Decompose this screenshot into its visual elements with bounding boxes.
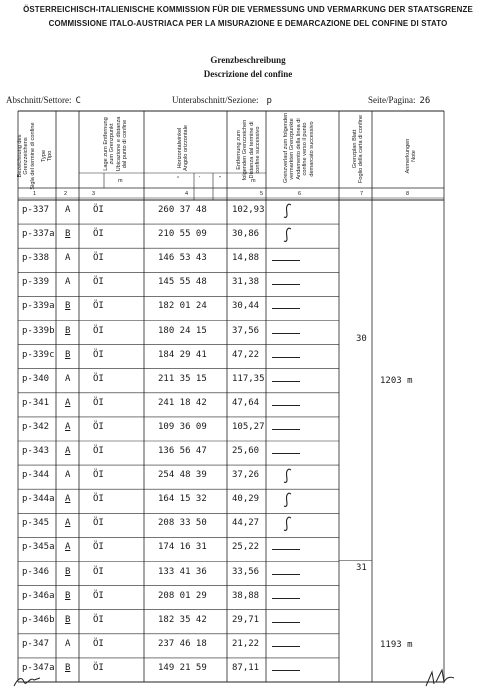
mark-type: B xyxy=(65,566,71,577)
boundary-curve-icon xyxy=(282,227,294,243)
mark-distance: 40,29 xyxy=(232,494,260,505)
column-number-8: 8 xyxy=(406,191,410,197)
mark-angle: 164 15 32 xyxy=(158,494,207,505)
mark-id: p-344 xyxy=(22,470,50,481)
section-value: C xyxy=(75,96,81,106)
mark-location: ÖI xyxy=(93,518,104,529)
mark-location: ÖI xyxy=(93,301,104,312)
mark-location: ÖI xyxy=(93,277,104,288)
mark-angle: 182 35 42 xyxy=(158,614,207,625)
mark-location: ÖI xyxy=(93,494,104,505)
mark-location: ÖI xyxy=(93,397,104,408)
mark-id: p-337 xyxy=(22,205,50,216)
mark-angle: 180 24 15 xyxy=(158,325,207,336)
mark-id: p-344a xyxy=(22,494,55,505)
mark-id: p-346 xyxy=(22,566,50,577)
mark-id: p-338 xyxy=(22,253,50,264)
header-col-2: Type Tipo xyxy=(41,149,54,163)
mark-type: B xyxy=(65,349,71,360)
boundary-straight-line xyxy=(272,622,300,623)
initials-signature-left xyxy=(12,672,52,690)
mark-id: p-339c xyxy=(22,349,55,360)
mark-id: p-339b xyxy=(22,325,55,336)
commission-title-italian: COMMISSIONE ITALO-AUSTRIACA PER LA MISURAZIONE E DEMARCAZIONE DEL CONFINE DI STATO xyxy=(48,18,448,28)
mark-distance: 37,26 xyxy=(232,470,260,481)
mark-distance: 25,60 xyxy=(232,446,260,457)
mark-location: ÖI xyxy=(93,662,104,673)
mark-angle: 260 37 48 xyxy=(158,205,207,216)
header-col-7: Grenzplan Blatt Foglio della carta di confine xyxy=(352,114,365,183)
note-1193: 1193 m xyxy=(380,640,413,650)
mark-angle: 254 48 39 xyxy=(158,470,207,481)
unit-degree: ° xyxy=(177,176,180,182)
mark-id: p-345 xyxy=(22,518,50,529)
mark-id: p-339a xyxy=(22,301,55,312)
mark-type: A xyxy=(65,421,71,432)
header-col-8: Anmerkungen Note xyxy=(405,138,418,174)
column-number-5: 5 xyxy=(260,191,264,197)
mark-location: ÖI xyxy=(93,638,104,649)
page-value: 26 xyxy=(419,96,431,106)
mark-location: ÖI xyxy=(93,614,104,625)
unit-minute: ' xyxy=(199,176,201,182)
mark-angle: 145 55 48 xyxy=(158,277,207,288)
boundary-straight-line xyxy=(272,357,300,358)
mark-type: A xyxy=(65,494,71,505)
section-label: Abschnitt/Settore: xyxy=(6,95,72,105)
mark-id: p-341 xyxy=(22,397,50,408)
mark-type: A xyxy=(65,446,71,457)
initials-signature-right xyxy=(420,668,460,690)
mark-location: ÖI xyxy=(93,542,104,553)
boundary-straight-line xyxy=(272,284,300,285)
boundary-straight-line xyxy=(272,260,300,261)
mark-distance: 47,22 xyxy=(232,349,260,360)
boundary-curve-icon xyxy=(282,203,294,219)
mark-type: B xyxy=(65,590,71,601)
mark-type: A xyxy=(65,470,71,481)
mark-id: p-340 xyxy=(22,373,50,384)
mark-distance: 30,44 xyxy=(232,301,260,312)
unit-second: '' xyxy=(219,176,222,182)
mark-angle: 146 53 43 xyxy=(158,253,207,264)
mark-type: A xyxy=(65,542,71,553)
boundary-curve-icon xyxy=(282,516,294,532)
boundary-curve-icon xyxy=(282,468,294,484)
mark-location: ÖI xyxy=(93,446,104,457)
mark-id: p-347 xyxy=(22,638,50,649)
mark-angle: 184 29 41 xyxy=(158,349,207,360)
mark-location: ÖI xyxy=(93,566,104,577)
mark-location: ÖI xyxy=(93,470,104,481)
mark-location: ÖI xyxy=(93,421,104,432)
mark-type: B xyxy=(65,229,71,240)
mark-angle: 149 21 59 xyxy=(158,662,207,673)
mark-angle: 182 01 24 xyxy=(158,301,207,312)
mark-id: p-347a xyxy=(22,662,55,673)
mark-angle: 208 01 29 xyxy=(158,590,207,601)
column-number-3: 3 xyxy=(92,191,96,197)
mark-angle: 109 36 09 xyxy=(158,421,207,432)
mark-location: ÖI xyxy=(93,373,104,384)
unit-m-col5: m xyxy=(251,178,256,184)
mark-id: p-342 xyxy=(22,421,50,432)
mark-location: ÖI xyxy=(93,205,104,216)
mark-distance: 102,93 xyxy=(232,205,265,216)
mark-type: A xyxy=(65,518,71,529)
mark-distance: 38,88 xyxy=(232,590,260,601)
sheet-ref-30: 30 xyxy=(356,334,367,344)
mark-id: p-346a xyxy=(22,590,55,601)
mark-location: ÖI xyxy=(93,349,104,360)
boundary-straight-line xyxy=(272,333,300,334)
boundary-curve-icon xyxy=(282,492,294,508)
mark-angle: 133 41 36 xyxy=(158,566,207,577)
mark-angle: 136 56 47 xyxy=(158,446,207,457)
mark-id: p-346b xyxy=(22,614,55,625)
mark-angle: 241 18 42 xyxy=(158,397,207,408)
boundary-straight-line xyxy=(272,405,300,406)
mark-distance: 31,38 xyxy=(232,277,260,288)
document-title-german: Grenzbeschreibung xyxy=(210,55,286,65)
mark-id: p-337a xyxy=(22,229,55,240)
commission-title-german: ÖSTERREICHISCH-ITALIENISCHE KOMMISSION FÜR DIE VERMESSUNG UND VERMARKUNG DER STAATSGRENZE xyxy=(23,4,473,14)
column-number-7: 7 xyxy=(360,191,364,197)
column-number-6: 6 xyxy=(298,191,302,197)
mark-angle: 237 46 18 xyxy=(158,638,207,649)
mark-distance: 14,88 xyxy=(232,253,260,264)
header-col-1: Bezeichnung des Grenzzeichens Sigla del termine di confine xyxy=(17,122,36,190)
boundary-straight-line xyxy=(272,598,300,599)
mark-distance: 21,22 xyxy=(232,638,260,649)
boundary-straight-line xyxy=(272,670,300,671)
unit-m-col3: m xyxy=(118,178,123,184)
header-col-5: Entfernung zum folgenden Grenzzeichen Distanza dal termine di confine successivo xyxy=(236,119,262,181)
mark-type: B xyxy=(65,301,71,312)
mark-angle: 211 35 15 xyxy=(158,373,207,384)
mark-location: ÖI xyxy=(93,253,104,264)
mark-distance: 44,27 xyxy=(232,518,260,529)
mark-distance: 30,86 xyxy=(232,229,260,240)
mark-distance: 29,71 xyxy=(232,614,260,625)
header-col-6: Grenzverlauf zum folgenden vermarkten Grenzpunkte Andamento della linea di confine verso il punto demarcato successivo xyxy=(283,112,315,183)
mark-id: p-345a xyxy=(22,542,55,553)
mark-type: A xyxy=(65,205,71,216)
mark-type: B xyxy=(65,614,71,625)
mark-type: A xyxy=(65,253,71,264)
subsection-label: Unterabschnitt/Sezione: xyxy=(172,95,259,105)
mark-distance: 105,27 xyxy=(232,421,265,432)
mark-distance: 87,11 xyxy=(232,662,260,673)
page-label: Seite/Pagina: xyxy=(368,95,416,105)
boundary-straight-line xyxy=(272,574,300,575)
mark-id: p-339 xyxy=(22,277,50,288)
mark-distance: 47,64 xyxy=(232,397,260,408)
boundary-straight-line xyxy=(272,429,300,430)
mark-angle: 174 16 31 xyxy=(158,542,207,553)
mark-distance: 37,56 xyxy=(232,325,260,336)
mark-type: A xyxy=(65,277,71,288)
column-number-1: 1 xyxy=(33,191,37,197)
boundary-straight-line xyxy=(272,308,300,309)
mark-type: B xyxy=(65,325,71,336)
mark-angle: 210 55 09 xyxy=(158,229,207,240)
mark-type: A xyxy=(65,638,71,649)
mark-location: ÖI xyxy=(93,229,104,240)
boundary-straight-line xyxy=(272,549,300,550)
mark-angle: 208 33 50 xyxy=(158,518,207,529)
mark-location: ÖI xyxy=(93,590,104,601)
mark-distance: 33,56 xyxy=(232,566,260,577)
boundary-straight-line xyxy=(272,381,300,382)
mark-distance: 117,35 xyxy=(232,373,265,384)
mark-distance: 25,22 xyxy=(232,542,260,553)
document-title-italian: Descrizione del confine xyxy=(203,69,293,79)
subsection-value: p xyxy=(266,96,272,106)
mark-type: A xyxy=(65,373,71,384)
mark-type: B xyxy=(65,662,71,673)
boundary-straight-line xyxy=(272,453,300,454)
header-col-4: Horizontalwinkel Angolo orizzontale xyxy=(177,124,190,172)
column-number-4: 4 xyxy=(185,191,189,197)
boundary-straight-line xyxy=(272,646,300,647)
mark-type: A xyxy=(65,397,71,408)
header-col-3: Lage zum Entfernung zum Grenzpunkt Ubicazione e distanza dal punto di confine xyxy=(103,116,129,172)
column-number-2: 2 xyxy=(64,191,68,197)
mark-id: p-343 xyxy=(22,446,50,457)
note-1203: 1203 m xyxy=(380,376,413,386)
sheet-ref-31: 31 xyxy=(356,563,367,573)
mark-location: ÖI xyxy=(93,325,104,336)
